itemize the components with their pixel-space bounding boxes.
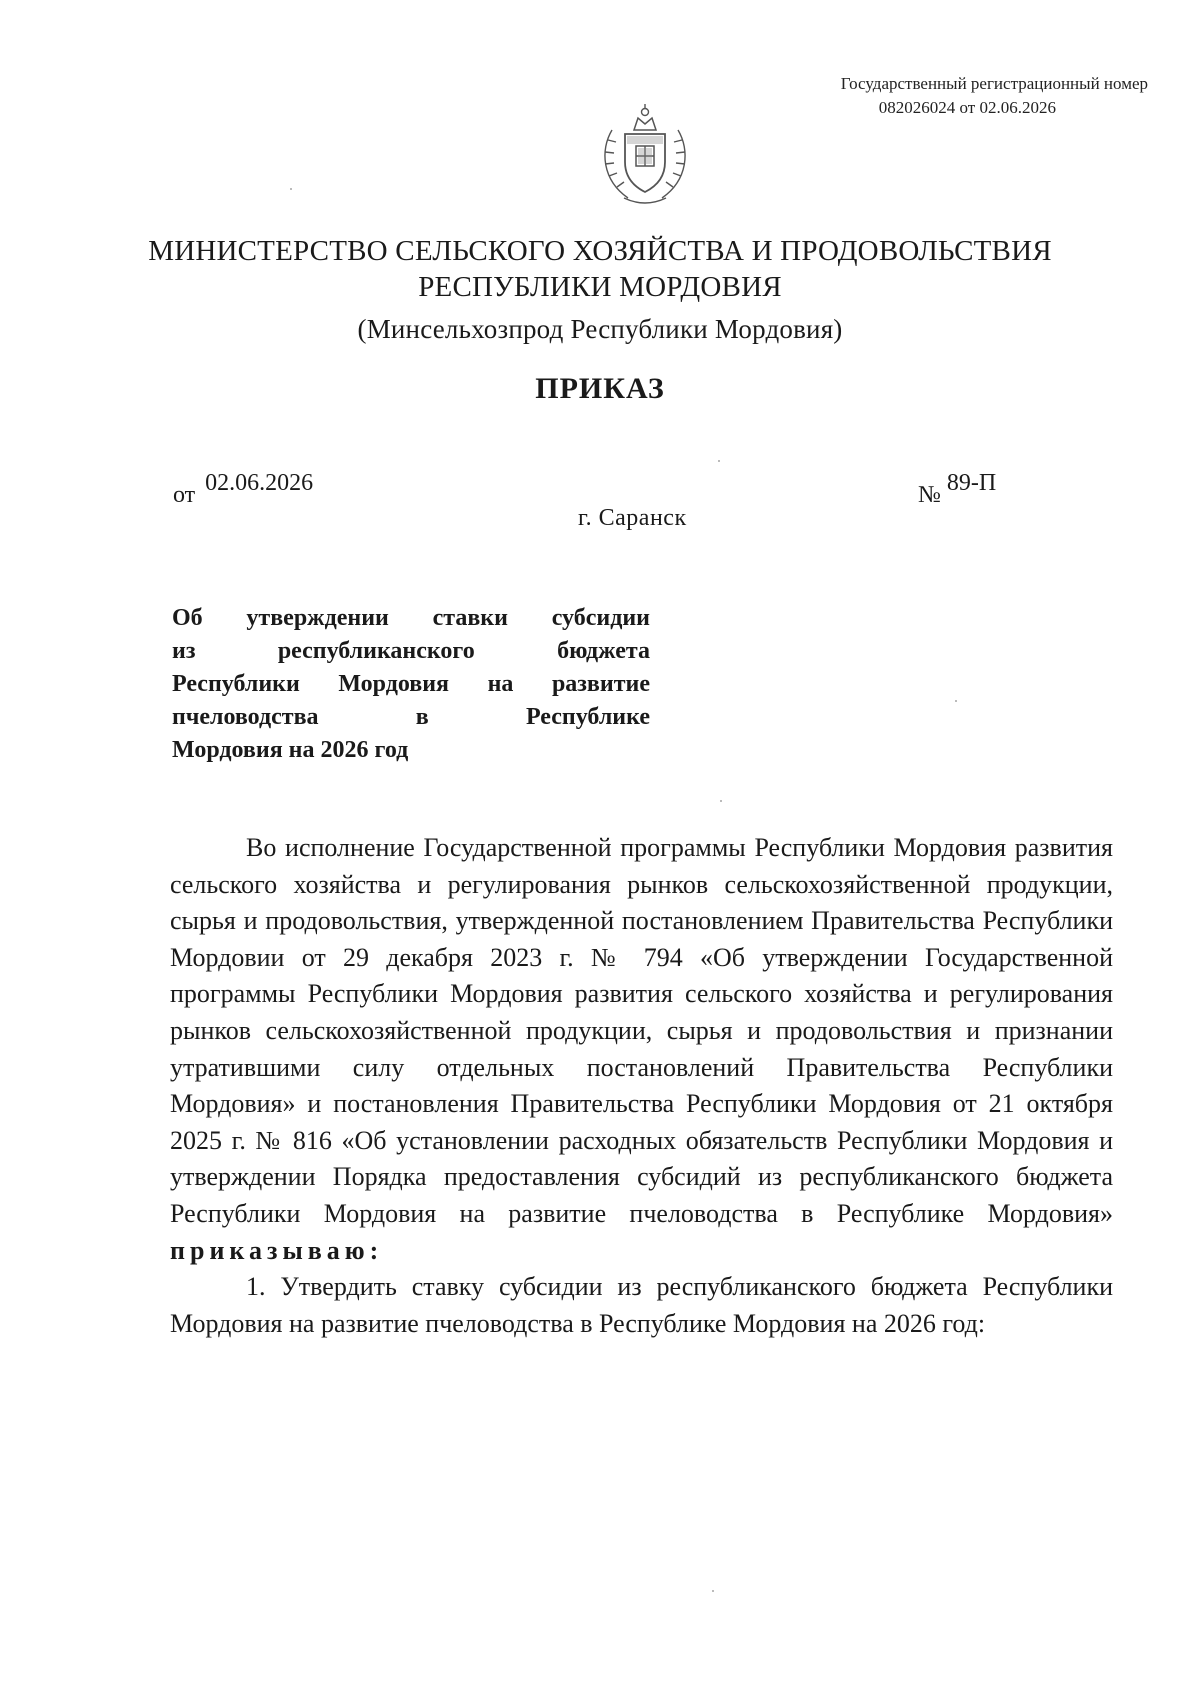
document-number <box>918 470 997 508</box>
coat-of-arms-icon <box>590 100 700 210</box>
document-date <box>173 470 314 508</box>
scan-speck <box>290 188 292 190</box>
document-subject <box>172 602 650 767</box>
order-word: приказываю: <box>170 1235 384 1265</box>
scan-speck <box>720 800 722 802</box>
ministry-short-name: (Минсельхозпрод Республики Мордовия) <box>357 314 843 344</box>
date-prefix: от <box>173 482 196 508</box>
body-paragraph-preamble <box>170 830 1113 1269</box>
subject-line: Об утверждении ставки субсидии <box>172 605 650 631</box>
scan-speck <box>712 1590 714 1592</box>
ministry-name-line1: МИНИСТЕРСТВО СЕЛЬСКОГО ХОЗЯЙСТВА И ПРОДОВОЛЬСТВИЯ <box>148 235 1052 267</box>
subject-line: из республиканского бюджета <box>172 638 650 664</box>
document-body <box>170 830 1113 1342</box>
registration-number: 082026024 от 02.06.2026 <box>878 98 1056 117</box>
subject-line: Республики Мордовия на развитие <box>172 671 650 697</box>
body-paragraph-item-1: 1. Утвердить ставку субсидии из республиканского бюджета Республики Мордовия на развитие пчеловодства в Республике Мордовия на 2026 год: <box>170 1272 1113 1338</box>
subject-line: пчеловодства в Республике <box>172 704 650 730</box>
number-prefix: № <box>918 482 941 508</box>
preamble-text: Во исполнение Государственной программы Республики Мордовия развития сельского хозяйства и регулирования рынков сельскохозяйственной продукции, сырья и продовольствия, утвержденной постановлением Правительства Республики Мордовии от 29 декабря 2023 г. № 794 «Об утверждении Государственной программы Республики Мордовия развития сельского хозяйства и регулирования рынков сельскохозяйственной продукции, сырья и продовольствия и признании утратившими силу отдельных постановлений Правительства Республики Мордовия» и постановления Правительства Республики Мордовия от 21 октября 2025 г. № 816 «Об установлении расходных обязательств Республики Мордовия и утверждении Порядка предоставления субсидий из республиканского бюджета Республики Мордовия на развитие пчеловодства в Республике Мордовия» <box>170 833 1113 1228</box>
document-city: г. Саранск <box>578 505 687 531</box>
ministry-header <box>0 233 1200 347</box>
document-type: ПРИКАЗ <box>535 372 665 405</box>
number-value: 89-П <box>946 470 997 496</box>
scan-speck <box>955 700 957 702</box>
ministry-name-line2: РЕСПУБЛИКИ МОРДОВИЯ <box>418 271 782 303</box>
scan-speck <box>718 460 720 462</box>
subject-line: Мордовия на 2026 год <box>172 737 409 763</box>
registration-number-block <box>728 72 1148 120</box>
registration-label: Государственный регистрационный номер <box>840 74 1148 93</box>
date-value: 02.06.2026 <box>205 470 314 496</box>
